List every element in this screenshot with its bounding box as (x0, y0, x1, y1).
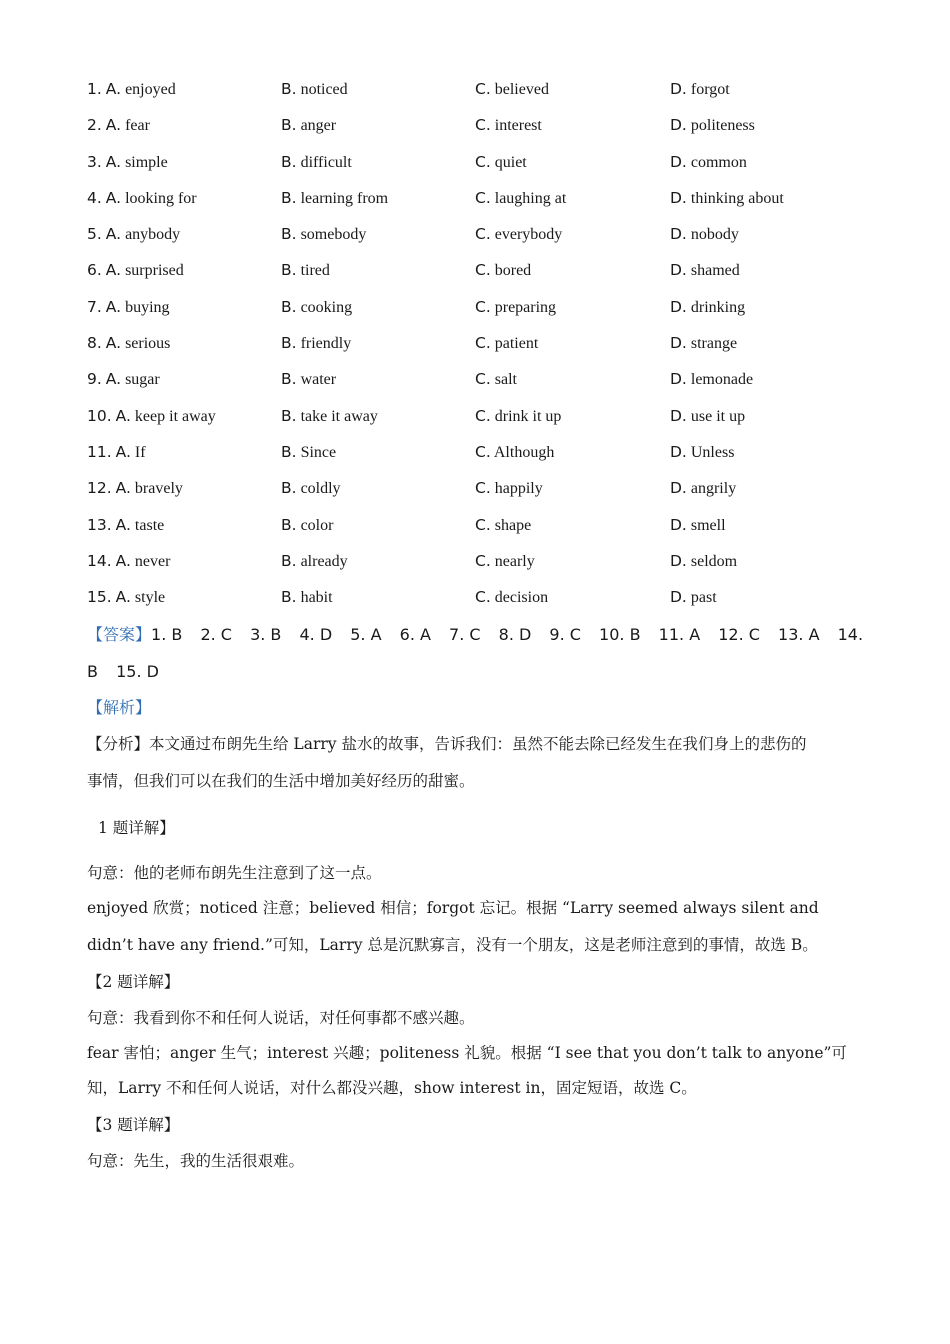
question-row (87, 108, 867, 144)
question-number: 6. (87, 261, 102, 280)
option-label: C. (475, 225, 491, 244)
option-label: A. (115, 442, 131, 461)
option-label: D. (670, 188, 687, 207)
question-number: 4. (87, 188, 102, 207)
option-text: lemonade (690, 371, 754, 389)
option-d (670, 479, 736, 498)
option-text: serious (125, 335, 171, 353)
option-c (475, 407, 561, 426)
option-d (670, 443, 734, 462)
option-d (670, 225, 739, 244)
option-a (87, 516, 164, 535)
option-d (670, 153, 747, 172)
option-b (281, 516, 333, 535)
option-label: D. (670, 588, 687, 607)
question-row (87, 290, 867, 326)
option-b (281, 225, 366, 244)
detail-2-line1: fear 害怕；anger 生气；interest 兴趣；politeness 礼貌。根据 “I see that you don’t talk to anyone”可 (87, 1044, 847, 1063)
option-label: A. (115, 479, 131, 498)
option-a (87, 443, 146, 462)
option-text: friendly (300, 335, 352, 353)
option-text: style (134, 589, 166, 607)
option-text: quiet (494, 153, 527, 171)
option-text: forgot (690, 81, 730, 98)
option-text: preparing (494, 298, 557, 316)
option-c (475, 370, 517, 389)
option-c (475, 552, 535, 571)
option-a (87, 588, 165, 607)
option-label: D. (670, 406, 687, 425)
option-b (281, 80, 348, 99)
option-text: believed (494, 81, 549, 98)
option-c (475, 516, 531, 535)
option-text: common (690, 153, 747, 171)
option-text: drink it up (494, 407, 562, 425)
option-text: seldom (690, 552, 738, 570)
option-b (281, 443, 336, 462)
option-label: A. (105, 80, 122, 98)
question-number: 3. (87, 152, 102, 171)
option-label: C. (475, 406, 491, 425)
option-text: bravely (134, 480, 183, 498)
option-label: D. (670, 479, 687, 498)
option-label: B. (281, 370, 297, 389)
option-label: B. (281, 406, 297, 425)
option-label: B. (281, 588, 297, 607)
option-c (475, 153, 527, 172)
option-text: enjoyed (125, 81, 176, 98)
option-text: interest (494, 117, 542, 135)
option-label: C. (475, 152, 491, 171)
question-number: 7. (87, 297, 102, 316)
detail-2-meaning: 句意：我看到你不和任何人说话，对任何事都不感兴趣。 (87, 1009, 475, 1028)
option-text: happily (494, 480, 543, 498)
option-text: already (300, 552, 348, 570)
question-row (87, 181, 867, 217)
option-text: taste (134, 516, 165, 534)
option-b (281, 189, 388, 208)
answer-item: 7. C (449, 625, 481, 645)
answer-item: 5. A (350, 625, 382, 645)
option-label: D. (670, 261, 687, 280)
question-number: 12. (87, 479, 112, 498)
option-label: C. (475, 116, 491, 135)
option-c (475, 225, 562, 244)
option-label: B. (281, 116, 297, 135)
option-b (281, 153, 352, 172)
detail-1-meaning: 句意：他的老师布朗先生注意到了这一点。 (87, 864, 382, 883)
option-label: D. (670, 334, 687, 353)
option-label: D. (670, 225, 687, 244)
option-a (87, 116, 150, 135)
option-c (475, 261, 531, 280)
question-row (87, 544, 867, 580)
option-text: anybody (125, 226, 181, 244)
option-label: C. (475, 188, 491, 207)
option-d (670, 370, 753, 389)
option-label: C. (475, 80, 491, 98)
option-label: A. (105, 152, 122, 171)
option-label: B. (281, 152, 297, 171)
option-b (281, 298, 352, 317)
answer-item: 4. D (299, 625, 333, 645)
option-text: difficult (300, 153, 352, 171)
analysis-summary-line2: 事情，但我们可以在我们的生活中增加美好经历的甜蜜。 (87, 772, 475, 791)
option-text: smell (690, 516, 726, 534)
option-c (475, 298, 556, 317)
option-b (281, 552, 348, 571)
option-label: A. (105, 116, 122, 135)
option-text: looking for (125, 189, 197, 207)
option-label: C. (475, 479, 491, 498)
option-d (670, 298, 745, 317)
detail-2-line2: 知，Larry 不和任何人说话，对什么都没兴趣，show interest in，固定短语，故选 C。 (87, 1079, 697, 1098)
question-row (87, 72, 867, 108)
analysis-tag: 【解析】 (87, 698, 152, 718)
option-label: B. (281, 188, 297, 207)
option-label: B. (281, 479, 297, 498)
question-list (87, 72, 867, 616)
option-c (475, 189, 566, 208)
option-label: D. (670, 442, 687, 461)
option-label: C. (475, 297, 491, 316)
option-text: nearly (494, 552, 535, 570)
detail-1-heading: 1 题详解】 (98, 819, 175, 838)
option-a (87, 298, 170, 317)
option-label: B. (281, 334, 297, 353)
option-label: C. (475, 370, 491, 389)
question-number: 5. (87, 225, 102, 244)
option-c (475, 334, 538, 353)
option-text: everybody (494, 226, 563, 244)
option-label: A. (115, 406, 131, 425)
question-row (87, 580, 867, 616)
option-text: If (134, 443, 146, 461)
option-d (670, 116, 755, 135)
option-label: A. (105, 188, 122, 207)
detail-1-line1: enjoyed 欣赏；noticed 注意；believed 相信；forgot 忘记。根据 “Larry seemed always silent and (87, 899, 819, 918)
option-text: fear (125, 117, 150, 135)
option-label: A. (105, 297, 122, 316)
option-label: A. (115, 551, 131, 570)
analysis-summary-line1: 【分析】本文通过布朗先生给 Larry 盐水的故事，告诉我们：虽然不能去除已经发生在我们身上的悲伤的 (87, 735, 807, 754)
option-d (670, 516, 726, 535)
option-text: salt (494, 371, 517, 389)
option-label: D. (670, 551, 687, 570)
answer-item: 3. B (250, 625, 282, 645)
answer-item: 2. C (200, 625, 232, 645)
option-label: C. (475, 442, 491, 461)
option-a (87, 370, 160, 389)
answer-item: 13. A (778, 625, 820, 645)
option-text: shape (494, 516, 532, 534)
option-a (87, 225, 180, 244)
question-row (87, 253, 867, 289)
answer-item: 1. B (151, 625, 183, 645)
option-text: shamed (690, 262, 740, 280)
question-row (87, 435, 867, 471)
answer-item: 8. D (498, 625, 532, 645)
question-number: 13. (87, 515, 112, 534)
answer-items (87, 625, 863, 681)
option-d (670, 552, 737, 571)
option-text: bored (494, 262, 532, 280)
question-row (87, 362, 867, 398)
question-row (87, 217, 867, 253)
question-number: 14. (87, 551, 112, 570)
option-text: Unless (690, 443, 735, 461)
question-number: 11. (87, 442, 112, 461)
question-row (87, 471, 867, 507)
question-number: 15. (87, 588, 112, 607)
option-text: somebody (300, 226, 367, 244)
question-row (87, 508, 867, 544)
option-text: laughing at (494, 189, 567, 207)
option-label: D. (670, 152, 687, 171)
option-d (670, 80, 730, 99)
option-d (670, 588, 717, 607)
option-label: A. (115, 515, 131, 534)
option-a (87, 407, 216, 426)
option-label: C. (475, 551, 491, 570)
option-b (281, 407, 378, 426)
option-a (87, 552, 170, 571)
option-text: color (300, 516, 334, 534)
option-text: anger (300, 117, 337, 135)
option-a (87, 80, 176, 99)
option-label: B. (281, 515, 297, 534)
option-text: past (690, 589, 717, 607)
option-text: angrily (690, 480, 737, 498)
option-a (87, 261, 184, 280)
option-label: D. (670, 80, 687, 98)
question-row (87, 399, 867, 435)
option-text: surprised (125, 262, 184, 280)
option-text: buying (125, 298, 170, 316)
option-b (281, 588, 333, 607)
detail-3-meaning: 句意：先生，我的生活很艰难。 (87, 1152, 305, 1171)
option-text: simple (125, 153, 168, 171)
option-label: C. (475, 334, 491, 353)
option-label: C. (475, 261, 491, 280)
option-label: A. (105, 225, 122, 244)
answer-item: 6. A (399, 625, 431, 645)
answer-item: 15. D (116, 662, 159, 682)
option-b (281, 370, 336, 389)
option-text: keep it away (134, 407, 216, 425)
option-label: A. (105, 261, 122, 280)
option-text: Although (493, 443, 555, 461)
option-text: nobody (690, 226, 739, 244)
option-text: take it away (300, 407, 378, 425)
option-label: C. (475, 588, 491, 607)
answer-tag: 【答案】 (87, 625, 152, 645)
option-label: D. (670, 370, 687, 389)
option-label: D. (670, 116, 687, 135)
option-text: tired (300, 262, 330, 280)
question-row (87, 145, 867, 181)
option-text: noticed (300, 81, 348, 98)
option-d (670, 334, 737, 353)
option-text: use it up (690, 407, 746, 425)
option-a (87, 334, 170, 353)
question-number: 1. (87, 80, 102, 98)
option-b (281, 116, 336, 135)
option-label: D. (670, 297, 687, 316)
answer-item: 12. C (718, 625, 760, 645)
option-text: coldly (300, 480, 341, 498)
answer-item: 14. B (87, 625, 864, 682)
option-text: habit (300, 589, 333, 607)
option-label: A. (105, 370, 122, 389)
question-number: 9. (87, 370, 102, 389)
option-label: B. (281, 225, 297, 244)
option-text: thinking about (690, 189, 784, 207)
option-text: strange (690, 335, 738, 353)
question-number: 2. (87, 116, 102, 135)
option-b (281, 261, 330, 280)
option-text: Since (300, 443, 337, 461)
option-text: sugar (125, 371, 160, 389)
option-label: A. (115, 588, 131, 607)
option-c (475, 588, 548, 607)
option-c (475, 80, 549, 99)
option-b (281, 334, 351, 353)
option-label: B. (281, 551, 297, 570)
option-text: politeness (690, 117, 755, 135)
option-text: drinking (690, 298, 746, 316)
option-label: C. (475, 515, 491, 534)
detail-1-line2: didn’t have any friend.”可知，Larry 总是沉默寡言，没有一个朋友，这是老师注意到的事情，故选 B。 (87, 936, 818, 955)
option-text: cooking (300, 298, 353, 316)
answer-item: 10. B (599, 625, 641, 645)
option-label: D. (670, 515, 687, 534)
question-number: 8. (87, 334, 102, 353)
answer-section (87, 616, 867, 690)
option-c (475, 116, 542, 135)
question-number: 10. (87, 406, 112, 425)
option-label: A. (105, 334, 122, 353)
document-page (87, 72, 867, 1179)
option-label: B. (281, 80, 297, 98)
detail-3-heading: 【3 题详解】 (87, 1116, 180, 1135)
answer-item: 9. C (549, 625, 581, 645)
option-b (281, 479, 341, 498)
option-label: B. (281, 297, 297, 316)
option-label: B. (281, 442, 297, 461)
option-text: never (134, 552, 171, 570)
option-a (87, 479, 183, 498)
option-text: patient (494, 335, 539, 353)
option-a (87, 189, 197, 208)
option-text: water (300, 371, 337, 389)
option-d (670, 407, 745, 426)
detail-2-heading: 【2 题详解】 (87, 973, 180, 992)
option-c (475, 443, 554, 462)
option-text: learning from (300, 189, 389, 207)
option-c (475, 479, 543, 498)
option-a (87, 153, 168, 172)
option-d (670, 261, 740, 280)
answer-item: 11. A (658, 625, 701, 645)
question-row (87, 326, 867, 362)
option-d (670, 189, 784, 208)
option-label: B. (281, 261, 297, 280)
option-text: decision (494, 589, 549, 607)
